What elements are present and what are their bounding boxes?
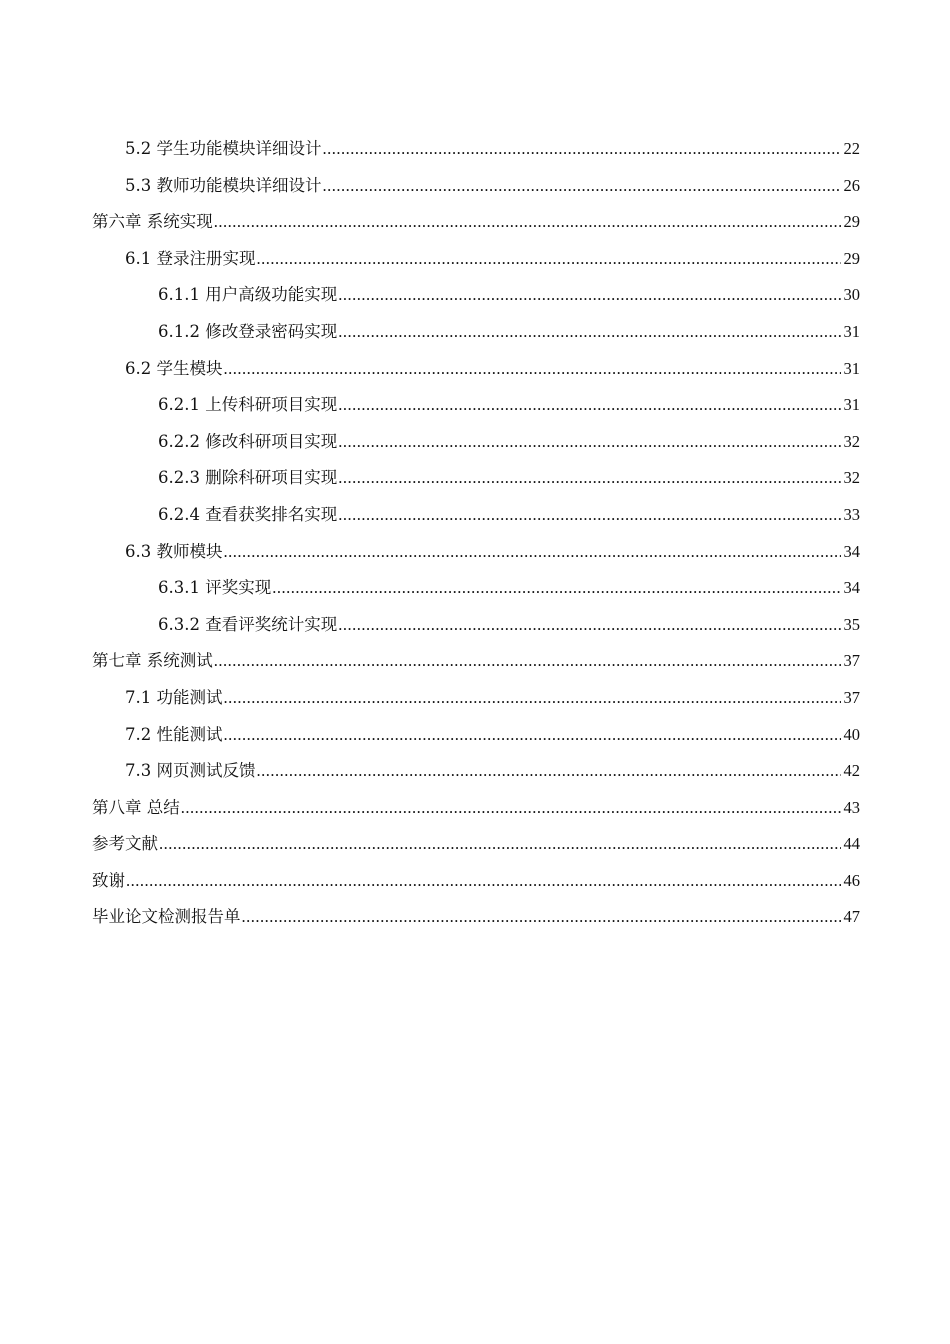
toc-dot-leader	[338, 430, 841, 454]
toc-dot-leader	[214, 210, 841, 234]
toc-dot-leader	[224, 540, 842, 564]
toc-entry-title: 第六章 系统实现	[92, 212, 213, 232]
toc-dot-leader	[272, 576, 841, 600]
toc-entry-title: 7.1 功能测试	[125, 687, 223, 707]
toc-entry-title: 6.2.3 删除科研项目实现	[158, 468, 338, 488]
toc-entry-page-number: 31	[843, 395, 860, 415]
toc-dot-leader	[242, 905, 842, 929]
toc-entry-title: 6.2.1 上传科研项目实现	[158, 395, 338, 415]
toc-dot-leader	[224, 723, 842, 747]
toc-dot-leader	[323, 174, 842, 198]
toc-entry[interactable]	[92, 540, 860, 577]
toc-entry[interactable]	[92, 174, 860, 211]
toc-entry-title: 6.3.1 评奖实现	[158, 578, 272, 598]
toc-entry[interactable]	[92, 430, 860, 467]
toc-entry-page-number: 34	[843, 541, 860, 561]
toc-entry-page-number: 40	[843, 724, 860, 744]
toc-dot-leader	[338, 320, 841, 344]
table-of-contents	[92, 137, 860, 942]
toc-entry-page-number: 29	[843, 248, 860, 268]
toc-entry[interactable]	[92, 393, 860, 430]
toc-dot-leader	[257, 247, 842, 271]
toc-entry[interactable]	[92, 576, 860, 613]
toc-dot-leader	[126, 869, 841, 893]
toc-entry-page-number: 29	[843, 212, 860, 232]
toc-entry-page-number: 26	[843, 175, 860, 195]
toc-entry[interactable]	[92, 357, 860, 394]
toc-entry-page-number: 35	[843, 614, 860, 634]
toc-entry-title: 6.1 登录注册实现	[125, 248, 256, 268]
toc-entry[interactable]	[92, 137, 860, 174]
toc-entry[interactable]	[92, 686, 860, 723]
toc-entry-title: 6.3 教师模块	[125, 541, 223, 561]
toc-entry[interactable]	[92, 247, 860, 284]
toc-entry[interactable]	[92, 649, 860, 686]
toc-entry[interactable]	[92, 466, 860, 503]
toc-entry-page-number: 22	[843, 139, 860, 158]
toc-entry[interactable]	[92, 210, 860, 247]
toc-entry-page-number: 44	[843, 834, 860, 854]
toc-entry-title: 6.1.1 用户高级功能实现	[158, 285, 338, 305]
toc-entry-page-number: 31	[843, 358, 860, 378]
toc-entry-title: 6.2.2 修改科研项目实现	[158, 431, 338, 451]
toc-entry-title: 第八章 总结	[92, 797, 180, 817]
toc-dot-leader	[338, 613, 841, 637]
toc-dot-leader	[338, 466, 841, 490]
toc-entry[interactable]	[92, 832, 860, 869]
toc-entry[interactable]	[92, 723, 860, 760]
toc-entry[interactable]	[92, 869, 860, 906]
toc-entry-page-number: 43	[843, 797, 860, 817]
toc-dot-leader	[224, 357, 842, 381]
toc-entry[interactable]	[92, 613, 860, 650]
toc-dot-leader	[159, 832, 841, 856]
toc-entry-title: 第七章 系统测试	[92, 651, 213, 671]
toc-entry-title: 7.2 性能测试	[125, 724, 223, 744]
toc-dot-leader	[338, 283, 841, 307]
toc-entry-title: 致谢	[92, 870, 125, 890]
toc-entry-page-number: 37	[843, 651, 860, 671]
toc-entry-title: 6.2 学生模块	[125, 358, 223, 378]
toc-entry-title: 5.3 教师功能模块详细设计	[125, 175, 322, 195]
toc-entry-title: 7.3 网页测试反馈	[125, 761, 256, 781]
toc-entry-title: 6.1.2 修改登录密码实现	[158, 321, 338, 341]
toc-entry-page-number: 33	[843, 504, 860, 524]
toc-entry-page-number: 32	[843, 468, 860, 488]
toc-entry[interactable]	[92, 796, 860, 833]
toc-dot-leader	[338, 393, 841, 417]
toc-entry-page-number: 37	[843, 687, 860, 707]
toc-entry-title: 5.2 学生功能模块详细设计	[125, 139, 322, 158]
toc-entry-page-number: 47	[843, 907, 860, 927]
toc-entry[interactable]	[92, 759, 860, 796]
toc-dot-leader	[214, 649, 841, 673]
toc-dot-leader	[224, 686, 842, 710]
toc-entry-title: 毕业论文检测报告单	[92, 907, 241, 927]
toc-dot-leader	[257, 759, 842, 783]
toc-entry-page-number: 42	[843, 761, 860, 781]
toc-entry[interactable]	[92, 283, 860, 320]
toc-dot-leader	[338, 503, 841, 527]
toc-entry-page-number: 34	[843, 578, 860, 598]
toc-entry[interactable]	[92, 320, 860, 357]
toc-dot-leader	[181, 796, 841, 820]
toc-entry-title: 6.3.2 查看评奖统计实现	[158, 614, 338, 634]
toc-entry-page-number: 32	[843, 431, 860, 451]
toc-entry-title: 参考文献	[92, 834, 158, 854]
toc-entry[interactable]	[92, 905, 860, 942]
toc-entry-page-number: 30	[843, 285, 860, 305]
toc-dot-leader	[323, 137, 842, 161]
toc-entry-title: 6.2.4 查看获奖排名实现	[158, 504, 338, 524]
toc-entry-page-number: 31	[843, 321, 860, 341]
toc-entry-page-number: 46	[843, 870, 860, 890]
toc-entry[interactable]	[92, 503, 860, 540]
